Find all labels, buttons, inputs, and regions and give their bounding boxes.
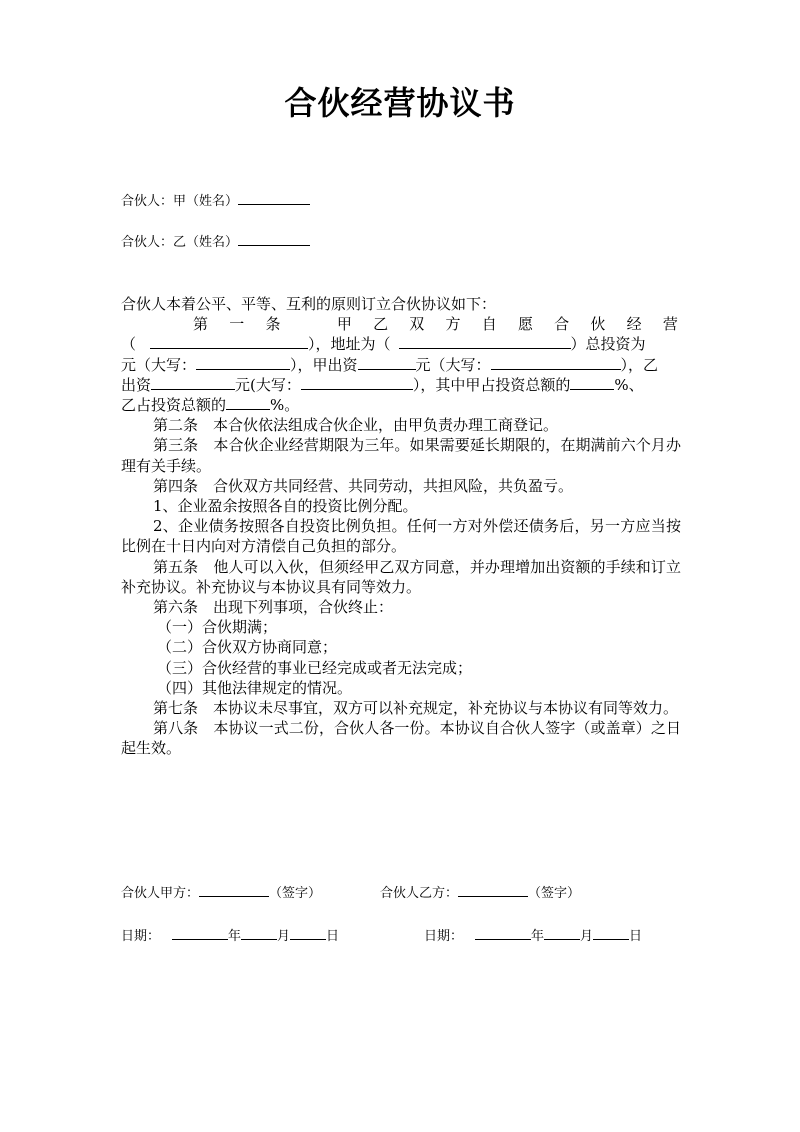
art1-char: 方 [445, 315, 461, 334]
art1-char: 经 [626, 315, 642, 334]
art1-char: 伙 [590, 315, 606, 334]
intro-paragraph: 合伙人本着公平、平等、互利的原则订立合伙协议如下： [121, 295, 497, 313]
article-1-heading [121, 314, 681, 334]
yi-capital-blank[interactable] [151, 377, 235, 390]
date-a-year-blank[interactable] [172, 927, 228, 940]
total-daxie-blank[interactable] [196, 357, 290, 370]
article-4-item-1: 1、企业盈余按照各自的投资比例分配。 [153, 497, 418, 516]
article-1-line-5: 乙占投资总额的 %。 [121, 396, 300, 415]
article-2: 第二条 本合伙依法组成合伙企业，由甲负责办理工商登记。 [153, 416, 559, 435]
date-a-month-blank[interactable] [241, 927, 277, 940]
party-b-line [121, 233, 310, 251]
art1-char: 双 [409, 315, 425, 334]
party-a-name-blank[interactable] [238, 192, 310, 205]
art1-char: 乙 [373, 315, 389, 334]
party-a-label: 合伙人：甲（姓名） [121, 194, 239, 209]
article-3: 第三条 本合伙企业经营期限为三年。如果需要延长期限的，在期满前六个月办理有关手续。 [121, 436, 681, 475]
article-6: 第六条 出现下列事项，合伙终止： [153, 598, 394, 617]
jia-percent-blank[interactable] [570, 377, 614, 390]
signature-party-b: 合伙人乙方： （签字） [380, 886, 581, 901]
yi-daxie-blank[interactable] [301, 377, 413, 390]
article-1-line-3: 元（大写： ），甲出资 元（大写： ），乙 [121, 355, 659, 374]
signature-party-a: 合伙人甲方： （签字） [121, 886, 322, 901]
business-scope-blank[interactable] [150, 336, 308, 349]
address-blank[interactable] [399, 336, 571, 349]
yi-percent-blank[interactable] [226, 397, 270, 410]
article-4: 第四条 合伙双方共同经营、共同劳动，共担风险，共负盈亏。 [153, 476, 574, 495]
party-b-name-blank[interactable] [238, 233, 310, 246]
party-b-label: 合伙人：乙（姓名） [121, 235, 239, 250]
party-b-signature-blank[interactable] [458, 884, 528, 897]
art1-char: 甲 [336, 315, 352, 334]
art1-char: 愿 [517, 315, 533, 334]
jia-capital-blank[interactable] [358, 357, 416, 370]
document-title: 合伙经营协议书 [284, 84, 516, 122]
art1-char: 营 [662, 315, 678, 334]
art1-char: 一 [229, 315, 245, 334]
party-a-signature-blank[interactable] [199, 884, 269, 897]
art1-char: 第 [193, 315, 209, 334]
article-8: 第八条 本协议一式二份，合伙人各一份。本协议自合伙人签字（或盖章）之日起生效。 [121, 719, 681, 758]
article-6-item-4: （四）其他法律规定的情况。 [157, 678, 353, 697]
article-1-line-4: 出资 元(大写： ），其中甲占投资总额的 %、 [121, 375, 644, 394]
article-6-item-1: （一）合伙期满； [157, 618, 278, 637]
agreement-body [121, 294, 681, 759]
art1-char: 自 [481, 315, 497, 334]
date-b-year-blank[interactable] [475, 927, 531, 940]
jia-daxie-blank[interactable] [491, 357, 621, 370]
party-a-line [121, 192, 310, 210]
article-7: 第七条 本协议未尽事宜，双方可以补充规定，补充协议与本协议有同等效力。 [153, 699, 679, 718]
article-6-item-2: （二）合伙双方协商同意； [157, 638, 338, 657]
date-b-month-blank[interactable] [544, 927, 580, 940]
article-5: 第五条 他人可以入伙，但须经甲乙双方同意，并办理增加出资额的手续和订立补充协议。补充协议与本协议具有同等效力。 [121, 557, 681, 596]
art1-char: 条 [265, 315, 281, 334]
article-4-item-2: 2、企业债务按照各自投资比例负担。任何一方对外偿还债务后，另一方应当按比例在十日内向对方清偿自己负担的部分。 [121, 517, 681, 556]
date-party-b: 日期： 年 月 日 [424, 929, 643, 944]
date-party-a: 日期： 年 月 日 [121, 929, 340, 944]
art1-char: 合 [554, 315, 570, 334]
date-a-day-blank[interactable] [290, 927, 326, 940]
article-1-line-2: （ ），地址为（ ）总投资为 [121, 335, 646, 354]
article-6-item-3: （三）合伙经营的事业已经完成或者无法完成； [157, 658, 473, 677]
date-b-day-blank[interactable] [593, 927, 629, 940]
